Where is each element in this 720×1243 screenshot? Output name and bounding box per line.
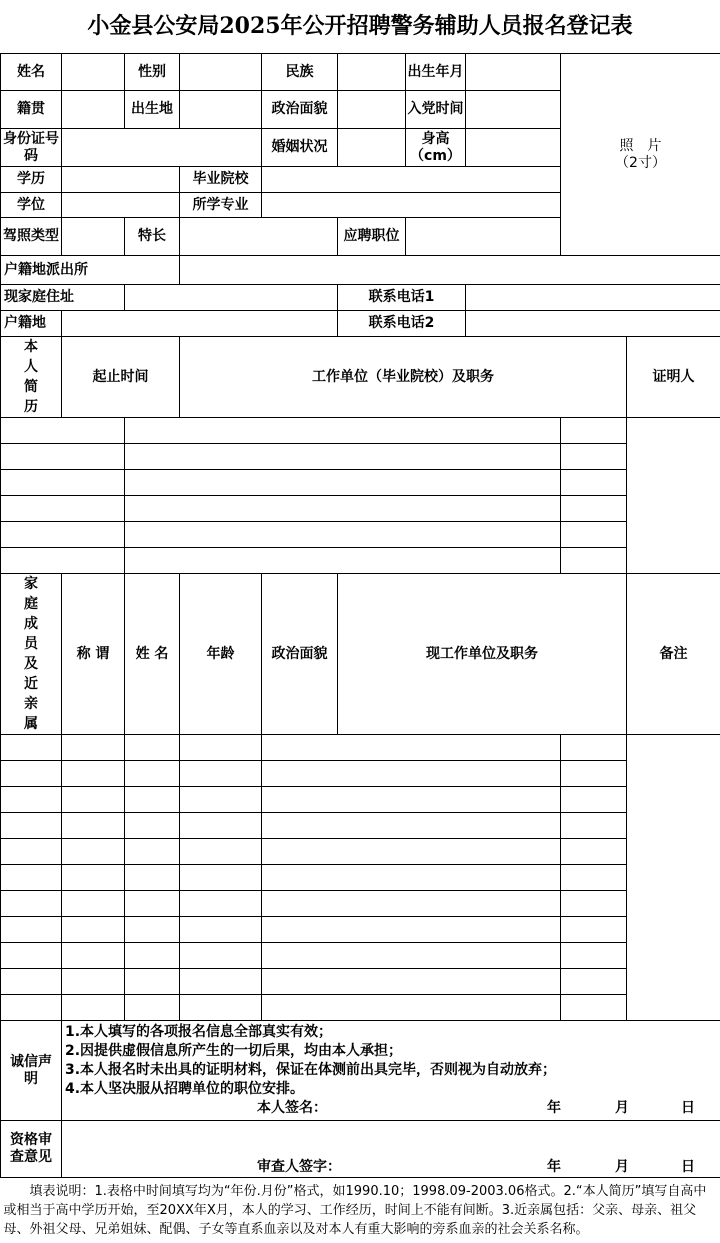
sig-day: 日 bbox=[681, 1099, 717, 1118]
resume-unit-cell[interactable] bbox=[125, 470, 561, 496]
family-unit-cell[interactable] bbox=[262, 813, 561, 839]
family-political-cell[interactable] bbox=[180, 761, 262, 787]
family-relation-cell[interactable] bbox=[1, 891, 62, 917]
label-birth: 出生年月 bbox=[406, 54, 466, 91]
review-day: 日 bbox=[681, 1158, 717, 1177]
declaration-item: 2.因提供虚假信息所产生的一切后果，均由本人承担； bbox=[65, 1042, 717, 1061]
family-header-name: 姓 名 bbox=[125, 574, 180, 735]
field-gender[interactable] bbox=[180, 54, 262, 91]
reviewer-signature-label: 审查人签字： bbox=[257, 1158, 357, 1177]
resume-row bbox=[1, 444, 720, 470]
family-remark-cell[interactable] bbox=[561, 995, 627, 1021]
family-unit-cell[interactable] bbox=[262, 891, 561, 917]
fill-instructions: 填表说明：1.表格中时间填写均为“年份.月份”格式，如1990.10；1998.09-2003.06格式。2.“本人简历”填写自高中或相当于高中学历开始，至20XX年X月，本人的学习、工作经历，时间上不能有间断。3.近亲属包括：父亲、母亲、祖父母、外祖父母、兄弟姐妹、配偶、子女等直系血亲以及对本人有重大影响的旁系血亲的社会关系名称。 bbox=[1, 1178, 720, 1243]
family-name-cell[interactable] bbox=[62, 839, 125, 865]
family-header-relation: 称 谓 bbox=[62, 574, 125, 735]
family-remark-cell[interactable] bbox=[561, 813, 627, 839]
field-birth[interactable] bbox=[466, 54, 561, 91]
label-birthplace: 出生地 bbox=[125, 91, 180, 129]
family-political-cell[interactable] bbox=[180, 995, 262, 1021]
label-marital: 婚姻状况 bbox=[262, 129, 338, 167]
label-phone1: 联系电话1 bbox=[338, 285, 466, 311]
field-position[interactable] bbox=[406, 218, 561, 256]
family-political-cell[interactable] bbox=[180, 735, 262, 761]
resume-header-unit: 工作单位（毕业院校）及职务 bbox=[180, 337, 627, 418]
family-relation-cell[interactable] bbox=[1, 813, 62, 839]
resume-row bbox=[1, 548, 720, 574]
label-police-station: 户籍地派出所 bbox=[1, 256, 180, 285]
field-birthplace[interactable] bbox=[180, 91, 262, 129]
field-education[interactable] bbox=[62, 167, 180, 193]
field-degree[interactable] bbox=[62, 193, 180, 218]
label-phone2: 联系电话2 bbox=[338, 311, 466, 337]
family-remark-cell[interactable] bbox=[561, 735, 627, 761]
family-political-cell[interactable] bbox=[180, 813, 262, 839]
field-license[interactable] bbox=[62, 218, 125, 256]
family-relation-cell[interactable] bbox=[1, 787, 62, 813]
family-unit-cell[interactable] bbox=[262, 787, 561, 813]
family-political-cell[interactable] bbox=[180, 943, 262, 969]
label-skill: 特长 bbox=[125, 218, 180, 256]
resume-witness-cell[interactable] bbox=[561, 496, 627, 522]
review-label: 资格审查意见 bbox=[1, 1121, 62, 1178]
resume-row bbox=[1, 418, 720, 444]
resume-witness-cell[interactable] bbox=[561, 470, 627, 496]
resume-witness-cell[interactable] bbox=[561, 418, 627, 444]
family-name-cell[interactable] bbox=[62, 891, 125, 917]
label-height: 身高（cm） bbox=[406, 129, 466, 167]
family-age-cell[interactable] bbox=[125, 787, 180, 813]
declaration-item: 3.本人报名时未出具的证明材料，保证在体测前出具完毕，否则视为自动放弃； bbox=[65, 1061, 717, 1080]
family-remark-cell[interactable] bbox=[561, 839, 627, 865]
field-name[interactable] bbox=[62, 54, 125, 91]
family-political-cell[interactable] bbox=[180, 891, 262, 917]
field-ethnicity[interactable] bbox=[338, 54, 406, 91]
label-position: 应聘职位 bbox=[338, 218, 406, 256]
family-row bbox=[1, 891, 720, 917]
resume-witness-cell[interactable] bbox=[561, 444, 627, 470]
resume-period-cell[interactable] bbox=[1, 470, 125, 496]
family-row bbox=[1, 839, 720, 865]
family-relation-cell[interactable] bbox=[1, 839, 62, 865]
resume-unit-cell[interactable] bbox=[125, 444, 561, 470]
resume-unit-cell[interactable] bbox=[125, 548, 561, 574]
declaration-label: 诚信声明 bbox=[1, 1021, 62, 1121]
family-unit-cell[interactable] bbox=[262, 943, 561, 969]
label-name: 姓名 bbox=[1, 54, 62, 91]
family-name-cell[interactable] bbox=[62, 865, 125, 891]
form-title: 小金县公安局2025年公开招聘警务辅助人员报名登记表 bbox=[0, 0, 720, 53]
resume-period-cell[interactable] bbox=[1, 496, 125, 522]
family-relation-cell[interactable] bbox=[1, 943, 62, 969]
resume-unit-cell[interactable] bbox=[125, 418, 561, 444]
family-unit-cell[interactable] bbox=[262, 969, 561, 995]
resume-header-witness: 证明人 bbox=[627, 337, 720, 418]
family-unit-cell[interactable] bbox=[262, 917, 561, 943]
resume-row bbox=[1, 496, 720, 522]
resume-label-text: 本人简历 bbox=[24, 337, 38, 417]
family-remark-cell[interactable] bbox=[561, 943, 627, 969]
label-address: 现家庭住址 bbox=[1, 285, 125, 311]
family-name-cell[interactable] bbox=[62, 995, 125, 1021]
declaration-content bbox=[62, 1021, 720, 1121]
resume-period-cell[interactable] bbox=[1, 418, 125, 444]
field-school[interactable] bbox=[262, 167, 561, 193]
family-age-cell[interactable] bbox=[125, 943, 180, 969]
family-relation-cell[interactable] bbox=[1, 917, 62, 943]
resume-witness-cell[interactable] bbox=[561, 522, 627, 548]
resume-witness-cell[interactable] bbox=[561, 548, 627, 574]
family-remark-cell[interactable] bbox=[561, 917, 627, 943]
family-name-cell[interactable] bbox=[62, 943, 125, 969]
family-age-cell[interactable] bbox=[125, 865, 180, 891]
family-header-age: 年龄 bbox=[180, 574, 262, 735]
sig-month: 月 bbox=[615, 1099, 681, 1118]
resume-unit-cell[interactable] bbox=[125, 496, 561, 522]
family-remark-cell[interactable] bbox=[561, 891, 627, 917]
field-hukou[interactable] bbox=[62, 311, 338, 337]
family-unit-cell[interactable] bbox=[262, 761, 561, 787]
family-row bbox=[1, 969, 720, 995]
resume-row bbox=[1, 522, 720, 548]
resume-unit-cell[interactable] bbox=[125, 522, 561, 548]
family-name-cell[interactable] bbox=[62, 787, 125, 813]
resume-label bbox=[1, 337, 62, 418]
family-unit-cell[interactable] bbox=[262, 839, 561, 865]
family-row bbox=[1, 735, 720, 761]
family-row bbox=[1, 813, 720, 839]
family-age-cell[interactable] bbox=[125, 917, 180, 943]
family-header-political: 政治面貌 bbox=[262, 574, 338, 735]
photo-label: 照 片 bbox=[561, 138, 720, 155]
field-height[interactable] bbox=[466, 129, 561, 167]
family-name-cell[interactable] bbox=[62, 969, 125, 995]
family-political-cell[interactable] bbox=[180, 969, 262, 995]
family-label bbox=[1, 574, 62, 735]
resume-period-cell[interactable] bbox=[1, 522, 125, 548]
label-gender: 性别 bbox=[125, 54, 180, 91]
family-age-cell[interactable] bbox=[125, 995, 180, 1021]
family-row bbox=[1, 917, 720, 943]
family-political-cell[interactable] bbox=[180, 917, 262, 943]
resume-period-cell[interactable] bbox=[1, 444, 125, 470]
field-address[interactable] bbox=[125, 285, 338, 311]
family-age-cell[interactable] bbox=[125, 969, 180, 995]
review-content[interactable] bbox=[62, 1121, 720, 1178]
family-name-cell[interactable] bbox=[62, 735, 125, 761]
photo-box[interactable] bbox=[561, 54, 720, 256]
family-name-cell[interactable] bbox=[62, 813, 125, 839]
family-political-cell[interactable] bbox=[180, 839, 262, 865]
label-party: 入党时间 bbox=[406, 91, 466, 129]
sig-year: 年 bbox=[547, 1099, 615, 1118]
family-age-cell[interactable] bbox=[125, 735, 180, 761]
resume-header-period: 起止时间 bbox=[62, 337, 180, 418]
field-police-station[interactable] bbox=[180, 256, 720, 285]
family-remark-cell[interactable] bbox=[561, 969, 627, 995]
resume-period-cell[interactable] bbox=[1, 548, 125, 574]
field-skill[interactable] bbox=[180, 218, 338, 256]
label-degree: 学位 bbox=[1, 193, 62, 218]
label-major: 所学专业 bbox=[180, 193, 262, 218]
family-political-cell[interactable] bbox=[180, 865, 262, 891]
family-header-unit: 现工作单位及职务 bbox=[338, 574, 627, 735]
label-ethnicity: 民族 bbox=[262, 54, 338, 91]
family-unit-cell[interactable] bbox=[262, 865, 561, 891]
field-political[interactable] bbox=[338, 91, 406, 129]
family-name-cell[interactable] bbox=[62, 917, 125, 943]
field-marital[interactable] bbox=[338, 129, 406, 167]
family-political-cell[interactable] bbox=[180, 787, 262, 813]
family-unit-cell[interactable] bbox=[262, 735, 561, 761]
label-native: 籍贯 bbox=[1, 91, 62, 129]
field-major[interactable] bbox=[262, 193, 561, 218]
field-phone2[interactable] bbox=[466, 311, 720, 337]
review-month: 月 bbox=[615, 1158, 681, 1177]
field-phone1[interactable] bbox=[466, 285, 720, 311]
label-school: 毕业院校 bbox=[180, 167, 262, 193]
family-label-text: 家庭成员及近亲属 bbox=[24, 574, 38, 734]
declaration-item: 4.本人坚决服从招聘单位的职位安排。 bbox=[65, 1080, 717, 1099]
field-id[interactable] bbox=[62, 129, 262, 167]
family-name-cell[interactable] bbox=[62, 761, 125, 787]
family-remark-cell[interactable] bbox=[561, 761, 627, 787]
family-age-cell[interactable] bbox=[125, 761, 180, 787]
family-age-cell[interactable] bbox=[125, 839, 180, 865]
label-id: 身份证号码 bbox=[1, 129, 62, 167]
field-party[interactable] bbox=[466, 91, 561, 129]
family-relation-cell[interactable] bbox=[1, 865, 62, 891]
family-age-cell[interactable] bbox=[125, 891, 180, 917]
family-header-remark: 备注 bbox=[627, 574, 720, 735]
family-unit-cell[interactable] bbox=[262, 995, 561, 1021]
family-row bbox=[1, 761, 720, 787]
family-relation-cell[interactable] bbox=[1, 735, 62, 761]
label-hukou: 户籍地 bbox=[1, 311, 62, 337]
label-license: 驾照类型 bbox=[1, 218, 62, 256]
family-relation-cell[interactable] bbox=[1, 761, 62, 787]
label-political: 政治面貌 bbox=[262, 91, 338, 129]
family-relation-cell[interactable] bbox=[1, 995, 62, 1021]
applicant-signature-label: 本人签名： bbox=[257, 1099, 377, 1118]
family-relation-cell[interactable] bbox=[1, 969, 62, 995]
family-row bbox=[1, 995, 720, 1021]
family-row bbox=[1, 787, 720, 813]
family-row bbox=[1, 943, 720, 969]
family-row bbox=[1, 865, 720, 891]
review-year: 年 bbox=[547, 1158, 615, 1177]
label-education: 学历 bbox=[1, 167, 62, 193]
family-remark-cell[interactable] bbox=[561, 787, 627, 813]
family-age-cell[interactable] bbox=[125, 813, 180, 839]
photo-size: （2寸） bbox=[561, 155, 720, 172]
resume-row bbox=[1, 470, 720, 496]
declaration-item: 1.本人填写的各项报名信息全部真实有效； bbox=[65, 1023, 717, 1042]
family-remark-cell[interactable] bbox=[561, 865, 627, 891]
field-native[interactable] bbox=[62, 91, 125, 129]
